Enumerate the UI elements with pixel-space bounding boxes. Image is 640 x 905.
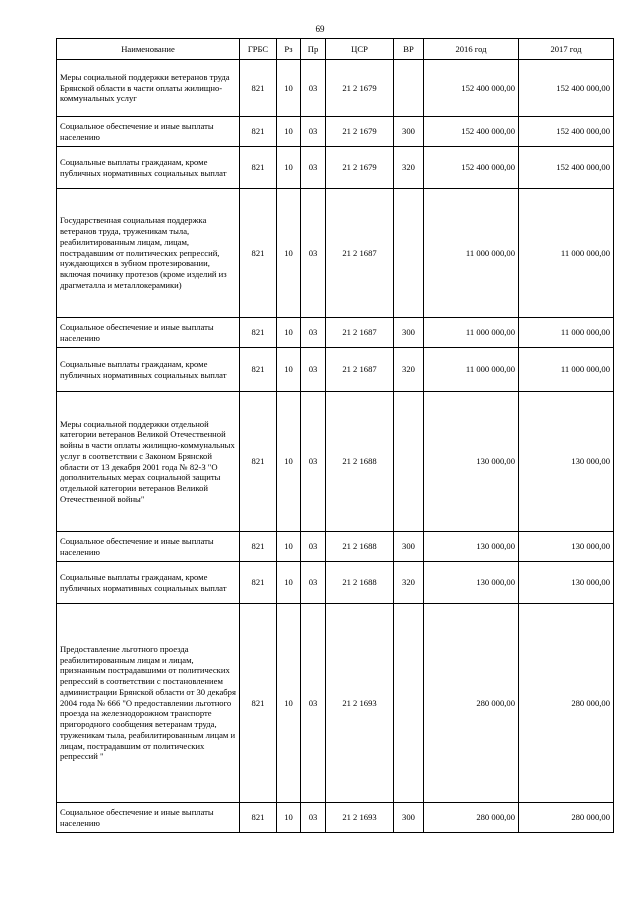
row-pr: 03 — [301, 392, 326, 532]
row-csr: 21 2 1679 — [326, 147, 394, 189]
table-row — [57, 117, 614, 147]
row-rz: 10 — [277, 532, 301, 562]
header-csr: ЦСР — [326, 39, 394, 60]
row-amount-2017: 152 400 000,00 — [519, 117, 614, 147]
row-csr: 21 2 1679 — [326, 60, 394, 117]
row-grbs: 821 — [240, 803, 277, 833]
row-grbs: 821 — [240, 318, 277, 348]
row-vr: 320 — [394, 562, 424, 604]
row-csr: 21 2 1687 — [326, 348, 394, 392]
row-amount-2017: 130 000,00 — [519, 532, 614, 562]
table-row — [57, 189, 614, 318]
row-pr: 03 — [301, 348, 326, 392]
row-pr: 03 — [301, 318, 326, 348]
header-vr: ВР — [394, 39, 424, 60]
row-amount-2016: 280 000,00 — [424, 604, 519, 803]
row-vr: 300 — [394, 318, 424, 348]
row-vr: 300 — [394, 117, 424, 147]
table-row — [57, 562, 614, 604]
row-csr: 21 2 1679 — [326, 117, 394, 147]
row-amount-2016: 130 000,00 — [424, 392, 519, 532]
table-row — [57, 392, 614, 532]
row-pr: 03 — [301, 60, 326, 117]
row-csr: 21 2 1687 — [326, 318, 394, 348]
row-csr: 21 2 1688 — [326, 392, 394, 532]
row-grbs: 821 — [240, 117, 277, 147]
header-rz: Рз — [277, 39, 301, 60]
row-csr: 21 2 1688 — [326, 562, 394, 604]
header-2016: 2016 год — [424, 39, 519, 60]
row-rz: 10 — [277, 392, 301, 532]
row-csr: 21 2 1688 — [326, 532, 394, 562]
row-name: Социальное обеспечение и иные выплаты населению — [57, 803, 240, 833]
row-pr: 03 — [301, 147, 326, 189]
row-vr — [394, 604, 424, 803]
row-csr: 21 2 1687 — [326, 189, 394, 318]
row-rz: 10 — [277, 562, 301, 604]
table-row — [57, 60, 614, 117]
row-grbs: 821 — [240, 392, 277, 532]
row-rz: 10 — [277, 318, 301, 348]
header-2017: 2017 год — [519, 39, 614, 60]
row-rz: 10 — [277, 117, 301, 147]
row-vr — [394, 189, 424, 318]
row-grbs: 821 — [240, 60, 277, 117]
row-amount-2016: 152 400 000,00 — [424, 117, 519, 147]
row-amount-2017: 130 000,00 — [519, 392, 614, 532]
row-name: Социальные выплаты гражданам, кроме публичных нормативных социальных выплат — [57, 147, 240, 189]
row-csr: 21 2 1693 — [326, 604, 394, 803]
row-pr: 03 — [301, 604, 326, 803]
row-name: Социальные выплаты гражданам, кроме публичных нормативных социальных выплат — [57, 562, 240, 604]
row-amount-2016: 280 000,00 — [424, 803, 519, 833]
row-rz: 10 — [277, 147, 301, 189]
row-amount-2017: 130 000,00 — [519, 562, 614, 604]
row-pr: 03 — [301, 803, 326, 833]
row-csr: 21 2 1693 — [326, 803, 394, 833]
table-header-row — [57, 39, 614, 60]
row-amount-2017: 280 000,00 — [519, 604, 614, 803]
row-vr: 300 — [394, 532, 424, 562]
row-amount-2017: 152 400 000,00 — [519, 147, 614, 189]
row-amount-2017: 11 000 000,00 — [519, 348, 614, 392]
row-amount-2016: 152 400 000,00 — [424, 60, 519, 117]
row-amount-2017: 11 000 000,00 — [519, 189, 614, 318]
row-grbs: 821 — [240, 604, 277, 803]
table-row — [57, 348, 614, 392]
row-name: Социальные выплаты гражданам, кроме публичных нормативных социальных выплат — [57, 348, 240, 392]
row-name: Социальное обеспечение и иные выплаты населению — [57, 117, 240, 147]
table-row — [57, 147, 614, 189]
row-rz: 10 — [277, 60, 301, 117]
row-pr: 03 — [301, 532, 326, 562]
row-amount-2016: 130 000,00 — [424, 532, 519, 562]
row-vr: 300 — [394, 803, 424, 833]
row-name: Социальное обеспечение и иные выплаты населению — [57, 532, 240, 562]
row-grbs: 821 — [240, 189, 277, 318]
row-rz: 10 — [277, 803, 301, 833]
row-amount-2016: 130 000,00 — [424, 562, 519, 604]
row-amount-2017: 11 000 000,00 — [519, 318, 614, 348]
row-grbs: 821 — [240, 147, 277, 189]
row-amount-2016: 11 000 000,00 — [424, 318, 519, 348]
header-pr: Пр — [301, 39, 326, 60]
row-amount-2017: 280 000,00 — [519, 803, 614, 833]
budget-table — [56, 38, 614, 833]
row-amount-2016: 11 000 000,00 — [424, 348, 519, 392]
row-vr — [394, 60, 424, 117]
row-grbs: 821 — [240, 532, 277, 562]
row-amount-2017: 152 400 000,00 — [519, 60, 614, 117]
table-row — [57, 604, 614, 803]
row-pr: 03 — [301, 562, 326, 604]
row-grbs: 821 — [240, 348, 277, 392]
table-row — [57, 318, 614, 348]
table-row — [57, 532, 614, 562]
row-pr: 03 — [301, 189, 326, 318]
header-grbs: ГРБС — [240, 39, 277, 60]
row-amount-2016: 11 000 000,00 — [424, 189, 519, 318]
row-name: Меры социальной поддержки ветеранов труда Брянской области в части оплаты жилищно-коммунальных услуг — [57, 60, 240, 117]
header-name: Наименование — [57, 39, 240, 60]
row-pr: 03 — [301, 117, 326, 147]
row-rz: 10 — [277, 604, 301, 803]
row-rz: 10 — [277, 189, 301, 318]
row-name: Социальное обеспечение и иные выплаты населению — [57, 318, 240, 348]
row-vr — [394, 392, 424, 532]
row-name: Предоставление льготного проезда реабилитированным лицам и лицам, признанным пострадавшими от политических репрессий в соответствии с постановлением администрации Брянской области от 30 декабря 2004 года № 666 "О предоставлении льготного проезда на железнодорожном транспорте пригородного сообщения ветеранам труда, труженикам тыла, реабилитированным лицам и лицам, пострадавшим от политических репрессий " — [57, 604, 240, 803]
row-vr: 320 — [394, 147, 424, 189]
row-name: Государственная социальная поддержка ветеранов труда, труженикам тыла, реабилитированным лицам, лицам, пострадавшим от политических репрессий, нуждающихся в зубном протезировании, включая починку протезов (кроме изделий из драгметалла и металлокерамики) — [57, 189, 240, 318]
row-name: Меры социальной поддержки отдельной категории ветеранов Великой Отечественной войны в части оплаты жилищно-коммунальных услуг в соответствии с Законом Брянской области от 13 декабря 2001 года № 82-З "О дополнительных мерах социальной защиты отдельной категории ветеранов Великой Отечественной войны" — [57, 392, 240, 532]
row-grbs: 821 — [240, 562, 277, 604]
row-vr: 320 — [394, 348, 424, 392]
page-number: 69 — [315, 24, 325, 34]
table-row — [57, 803, 614, 833]
row-amount-2016: 152 400 000,00 — [424, 147, 519, 189]
row-rz: 10 — [277, 348, 301, 392]
